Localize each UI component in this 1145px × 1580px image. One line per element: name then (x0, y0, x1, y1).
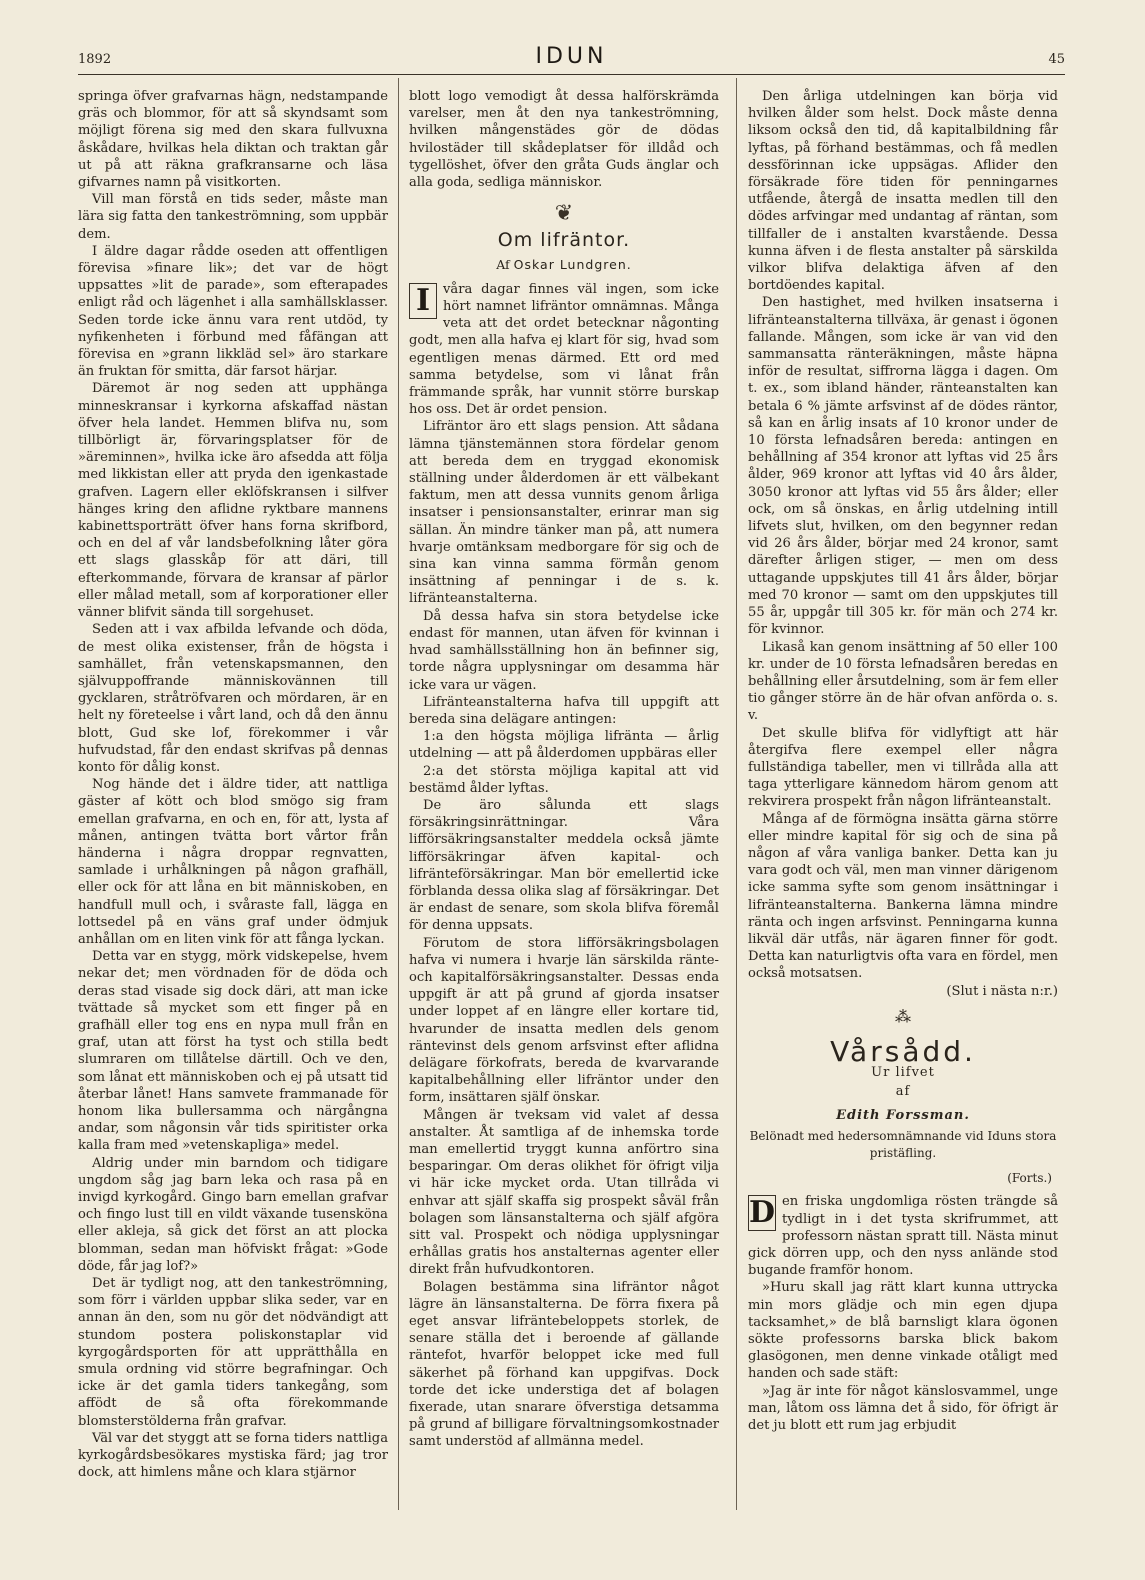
column-2 (409, 88, 719, 1451)
story-first-text: en friska ungdomliga rösten trängde så tydligt in i det tysta skrifrummet, att professorn nästan spratt till. Nästa minut gick dörren upp, och den nyss anlände stod bugande framför honom. (748, 1194, 1058, 1279)
paragraph: blott logo vemodigt åt dessa halförskrämda varelser, men åt den nya tankeströmning, hvilken mångenstädes gör de dödas hvilostäder till skådeplatser för illdåd och tygellöshet, öfver den gråta Guds änglar och alla goda, sedliga människor. (409, 89, 719, 191)
byline-author: Oskar Lundgren. (513, 256, 632, 272)
masthead-title: IDUN (535, 44, 608, 69)
paragraph: Många af de förmögna insätta gärna större eller mindre kapital för sig och de sina på någon af våra vanliga banker. Detta kan ju vara godt och väl, men man vinner därigenom icke samma syfte som genom insättningar i lifränteanstalterna. Bankerna lämna mindre ränta och ingen arfsvinst. Penningarna kunna likväl där utfås, när ägaren finner för godt. Detta kan naturligtvis ofta vara en fördel, men också motsatsen. (748, 811, 1058, 982)
paragraph: Den hastighet, med hvilken insatserna i lifränteanstalterna tillväxa, är genast i ögonen fallande. Mången, som icke är van vid den sammansatta ränteräkningen, måste häpna inför de resultat, siffrorna lägga i dagen. Om t. ex., som ibland händer, ränteanstalten kan betala 6 % jämte arfsvinst af de dödes räntor, så kan en årlig insats af 10 kronor under de 10 första lefnadsåren bereda: antingen en behållning af 354 kronor att lyftas vid 25 års ålder, 969 kronor att lyftas vid 40 års ålder, 3050 kronor att lyftas vid 55 års ålder; eller ock, om så önskas, en årlig utdelning intill lifvets slut, hvilken, om den begynner redan vid 26 års ålder, börjar med 24 kronor, samt därefter årligen stiger, — men om dess uttagande uppskjutes till 41 års ålder, börjar med 70 kronor — samt om den uppskjutes till 55 år, uppgår till 305 kr. för män och 274 kr. för kvinnor. (748, 295, 1058, 638)
paragraph: Detta var en stygg, mörk vidskepelse, hvem nekar det; men vördnaden för de döda och deras stad visade sig dock däri, att man icke tvättade så mycket som ett finger på en grafhäll eller tog ens en nypa mull från en graf, utan att först ha tyst och stilla bedt slumraren om tillåtelse därtill. Och ve den, som lånat ett människoben och ej på utsatt tid återbar lånet! Hans samvete frammanade för honom lika bullersamma och närgångna andar, som någonsin vår tids spiritister orka kalla fram med »vetenskapliga» medel. (78, 949, 388, 1154)
paragraph: Nog hände det i äldre tider, att nattliga gäster af kött och blod smögo sig fram emellan grafvarna, en och en, för att, lysta af månen, antingen tvätta bort vårtor från händerna i några droppar regnvatten, samlade i urhålkningen på någon grafhäll, eller ock för att låna en bit människoben, en handfull mull och, i svåraste fall, lägga en lottsedel på en väns graf under ödmjuk anhållan om en liten vink för att fånga lyckan. (78, 777, 388, 947)
paragraph: Det är tydligt nog, att den tankeströmning, som förr i världen uppbar slika seder, var en annan än den, som nu gör det nödvändigt att stundom postera poliskonstaplar vid kyrgogårdsporten för att upprätthålla en smula ordning vid större begrafningar. Och icke är det gamla tiders tankegång, som affödt de så ofta förekommande blomsterstölderna från grafvar. (78, 1276, 388, 1429)
paragraph: Det skulle blifva för vidlyftigt att här återgifva flere exempel eller några fullständiga tabeller, men vi tillråda alla att taga ytterligare kännedom härom genom att rekvirera prospekt från någon lifränteanstalt. (748, 725, 1058, 810)
story-by: af (895, 1084, 911, 1100)
flourish-ornament-icon: ❦ (554, 201, 574, 227)
paragraph: De äro sålunda ett slags försäkringsinrättningar. Våra lifförsäkringsanstalter meddela också jämte lifförsäkringar äfven kapital- och lifränteförsäkringar. Man bör emellertid icke förblanda dessa olika slag af försäkringar. Det är endast de senare, som skola blifva föremål för denna uppsats. (409, 797, 719, 934)
paragraph: Lifräntor äro ett slags pension. Att sådana lämna tjänstemännen stora fördelar genom att bereda dem en tryggad ekonomisk ställning under ålderdomen är ett välbekant faktum, men att dessa vunnits genom årliga insatser i pensionsanstalter, erinrar man sig sällan. Än mindre tänker man på, att numera hvarje omtänksam medborgare för sig och de sina kan vinna samma förmån genom insättning af penningar i de s. k. lifränteanstalterna. (409, 419, 719, 607)
continued-note: (Slut i nästa n:r.) (946, 983, 1058, 999)
header-year: 1892 (78, 52, 112, 67)
story-prize-note: Belönadt med hedersomnämnande vid Iduns stora pristäfling. (749, 1128, 1057, 1160)
byline-prefix: Af (496, 256, 510, 272)
paragraph: 2:a det största möjliga kapital att vid bestämd ålder lyftas. (409, 763, 719, 796)
paragraph: »Huru skall jag rätt klart kunna uttrycka min mors glädje och min egen djupa tacksamhet,» de blå barnsligt klara ögonen sökte professorns barska blick bakom glasögonen, men denne vinkade otåligt med handen och sade stäft: (748, 1280, 1058, 1382)
story-title: Vårsådd. (830, 1034, 976, 1068)
header-page-number: 45 (1048, 52, 1065, 67)
paragraph: Den årliga utdelningen kan börja vid hvilken ålder som helst. Dock måste denna liksom också den tid, då kapitalbildning får lyftas, på förhand bestämmas, och få medlen dessförinnan icke uppsägas. Aflider den försäkrade före tiden för penningarnes utfående, återgå de insatta medlen till den dödes arfvingar med undantag af räntan, som tillfaller de i anstalten kvarstående. Dessa kunna äfven i de flesta anstalter på särskilda vilkor blifva delaktiga äfven af den bortdöendes kapital. (748, 89, 1058, 294)
paragraph: Mången är tveksam vid valet af dessa anstalter. Åt samtliga af de inhemska torde man emellertid tryggt kunna anförtro sina besparingar. Om deras olikhet för öfrigt vilja vi här icke mycket orda. Utan tillråda vi enhvar att själf skaffa sig prospekt såväl från bolagen som länsanstalterna och själf afgöra sitt val. Prospekt och nödiga upplysningar erhållas gratis hos anstalternas agenter eller direkt från hufvudkontoren. (409, 1107, 719, 1278)
paragraph: Vill man förstå en tids seder, måste man lära sig fatta den tankeströmning, som uppbär dem. (78, 192, 388, 242)
first-paragraph (409, 281, 719, 419)
paragraph: Bolagen bestämma sina lifräntor något lägre än länsanstalterna. De förra fixera på eget ansvar lifräntebeloppets storlek, de senare ställa det i beroende af gällande räntefot, hvarför beloppet icke med full säkerhet på förhand kan uppgifvas. Dock torde det icke understiga det af bolagen fixerade, utan snarare öfverstiga detsamma på grund af billigare förvaltningsomkostnader samt understöd af allmänna medel. (409, 1279, 719, 1450)
paragraph: I äldre dagar rådde oseden att offentligen förevisa »finare lik»; det var de högt uppsattes »lit de parade», som efterapades enligt råd och lägenhet i alla samhällsklasser. Seden torde icke ännu vara rent utdöd, ty nyfikenheten i förbund med fåfängan att förevisa en »grann likkläd sel» äro starkare än fruktan för smitta, där farsot härjar. (78, 243, 388, 380)
story-author: Edith Forssman. (836, 1107, 970, 1123)
drop-cap: I (409, 283, 437, 319)
paragraph: Aldrig under min barndom och tidigare ungdom såg jag barn leka och rasa på en invigd kyrkogård. Gingo barn emellan grafvar och fingo lust till en vildt växande tusensköna eller akleja, så gick det först an att plocka blomman, sedan man höfviskt frågat: »Gode döde, får jag lof?» (78, 1155, 388, 1274)
paragraph: Väl var det styggt att se forna tiders nattliga kyrkogårdsbesökares mystiska färd; jag tror dock, att himlens måne och klara stjärnor (78, 1430, 388, 1481)
paragraph: »Jag är inte för något känslosvammel, unge man, låtom oss lämna det å sido, för öfrigt är det ju blott ett rum jag erbjudit (748, 1383, 1058, 1434)
column-3 (748, 88, 1058, 1434)
paragraph: Däremot är nog seden att upphänga minneskransar i kyrkorna afskaffad nästan öfver hela landet. Hemmen blifva nu, som tillbörligt är, förvaringsplatser för de »äreminnen», hvilka icke äro afsedda att följa med likkistan eller att pryda den igenkastade grafven. Lagern eller eklöfskransen i silfver hänges kring den aflidne ryktbare mannens kabinettsporträtt öfver hans forna skrifbord, och en del af vår landsbefolkning låter göra ett slags glasskåp för att däri, till efterkommande, förvara de kransar af pärlor eller målad metall, som af korporationer eller vänner blifvit sända till sorgehuset. (78, 381, 388, 621)
paragraph: Likaså kan genom insättning af 50 eller 100 kr. under de 10 första lefnadsåren beredas en behållning eller årsutdelning, som är fem eller tio gånger större än de här ofvan anförda o. s. v. (748, 639, 1058, 724)
paragraph: Lifränteanstalterna hafva till uppgift att bereda sina delägare antingen: (409, 694, 719, 727)
column-divider-2 (736, 78, 737, 1510)
divider-ornament-icon: ⁂ (895, 1006, 911, 1026)
paragraph: Förutom de stora lifförsäkringsbolagen hafva vi numera i hvarje län särskilda ränte- och kapitalförsäkringsanstalter. Dessas enda uppgift är att på grund af gjorda insatser under loppet af en längre eller kortare tid, hvarunder de insatta medlen dels genom räntevinst dels genom arfsvinst efter aflidna delägare förkofrats, bereda de kvarvarande kapitalbehållning eller lifräntor under den form, insättaren själf önskar. (409, 935, 719, 1106)
paragraph: springa öfver grafvarnas hägn, nedstampande gräs och blommor, för att så skyndsamt som möjligt förena sig med den skara fullvuxna åskådare, hvilkas hela diktan och traktan går ut på att räkna grafkransarne och läsa gifvarnes namn på visitkorten. (78, 89, 388, 191)
story-continued-label: (Forts.) (1007, 1171, 1052, 1186)
header-rule (78, 74, 1065, 75)
first-paragraph-text: våra dagar finnes väl ingen, som icke hört namnet lifräntor omnämnas. Många veta att det ordet betecknar någonting godt, men alla hafva ej klart för sig, hvad som egentligen menas därmed. Ett ord med samma betydelse, som vi lånat från främmande språk, har vunnit större burskap hos oss. Det är ordet pension. (409, 281, 719, 418)
story-drop-cap: D (749, 1195, 776, 1231)
paragraph: 1:a den högsta möjliga lifränta — årlig utdelning — att på ålderdomen uppbäras eller (409, 729, 719, 762)
paragraph: Då dessa hafva sin stora betydelse icke endast för mannen, utan äfven för kvinnan i hvad samhällsställning hon än befinner sig, torde några upplysningar om desamma här icke vara ur vägen. (409, 608, 719, 693)
story-first-paragraph (748, 1193, 1058, 1279)
article-byline (409, 256, 719, 273)
story-subtitle: Ur lifvet (871, 1065, 935, 1081)
column-1 (78, 88, 388, 1481)
paragraph: Seden att i vax afbilda lefvande och döda, de mest olika existenser, från de högsta i samhället, från vetenskapsmannen, den självuppoffrande människovännen till gycklaren, stråtröfvaren och mördaren, är en helt ny företeelse i vårt land, och då den ännu blott, Gud ske lof, förekommer i vår hufvudstad, får den endast skrifvas på dennas konto för dålig konst. (78, 622, 388, 775)
column-divider-1 (398, 78, 399, 1510)
article-title: Om lifräntor. (497, 229, 631, 252)
page-header (78, 44, 1065, 74)
